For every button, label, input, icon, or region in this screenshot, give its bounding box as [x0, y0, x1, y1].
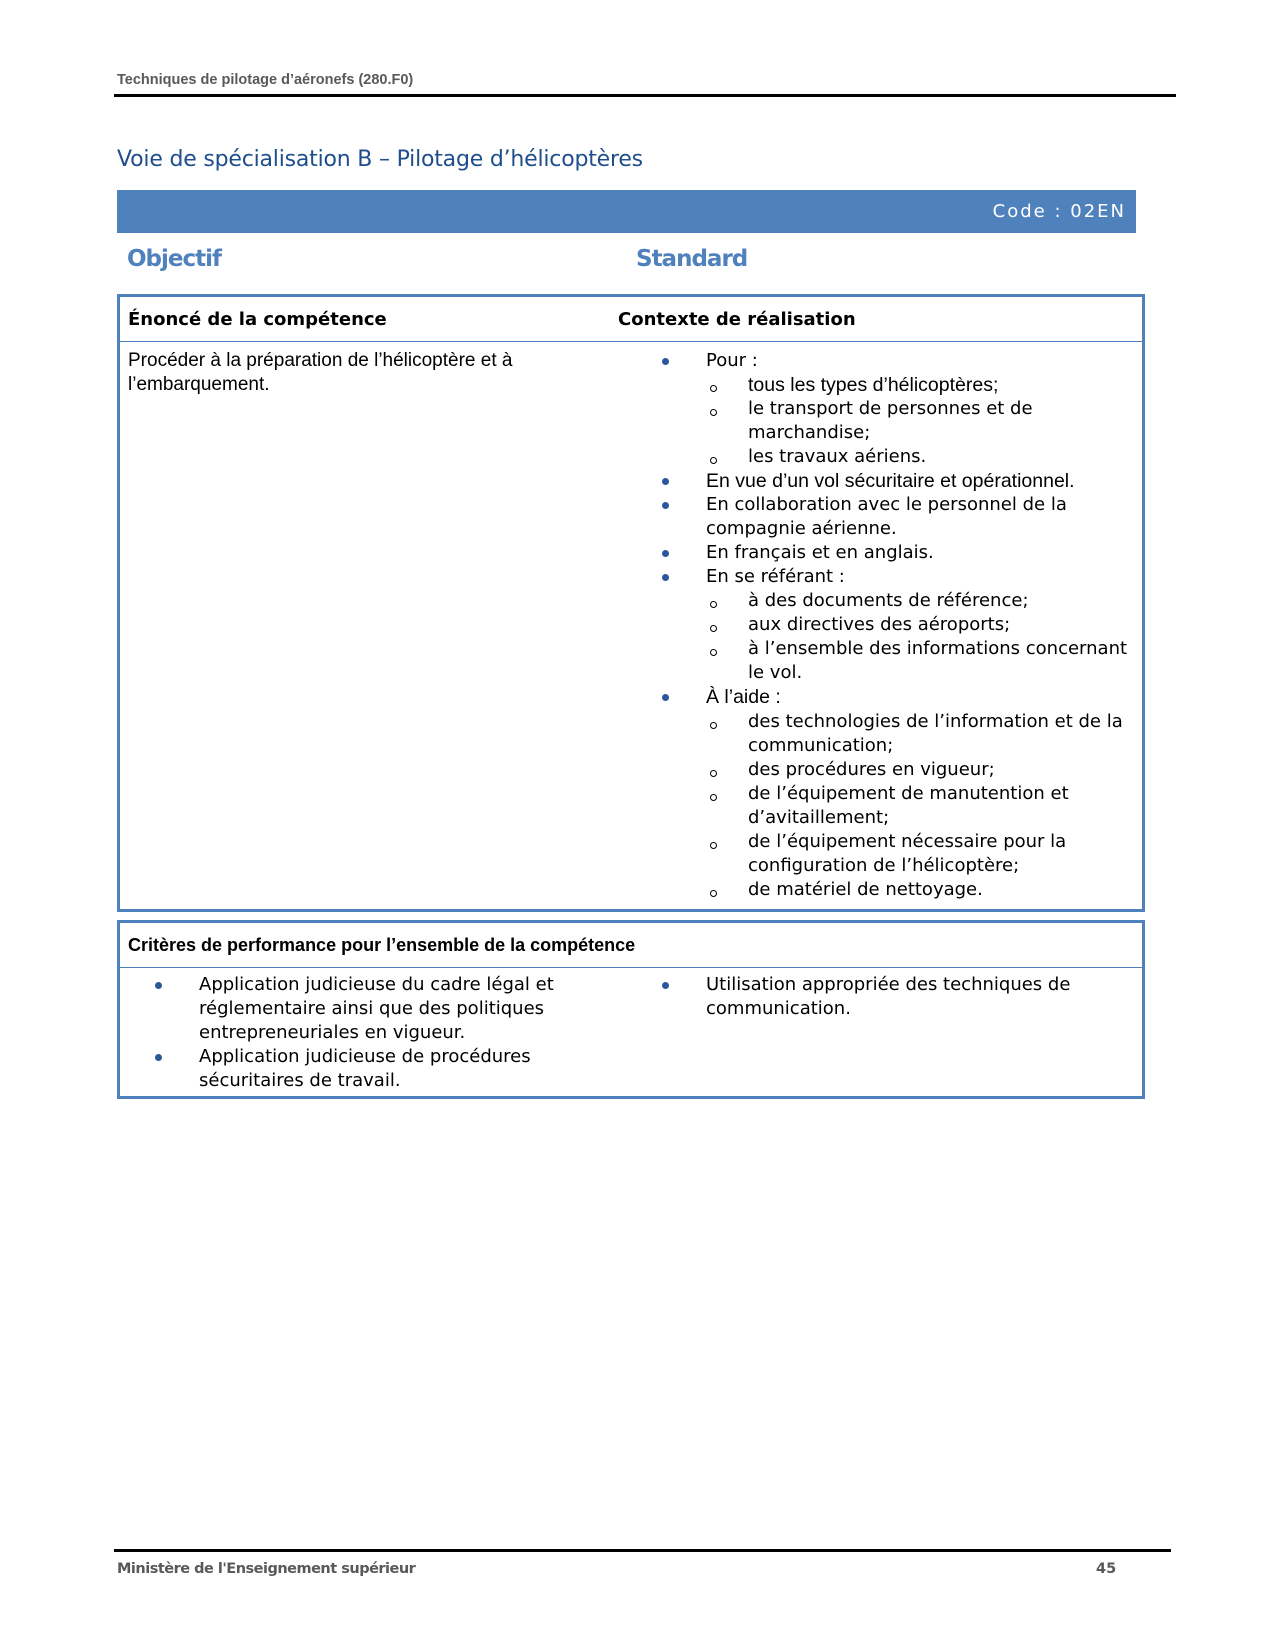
sub-list-item: les travaux aériens. — [706, 445, 1142, 469]
list-item: Utilisation appropriée des techniques de communication. — [662, 973, 1082, 1021]
list-item: Application judicieuse du cadre légal et réglementaire ainsi que des politiques entrepreneuriales en vigueur. — [155, 973, 575, 1045]
running-header: Techniques de pilotage d’aéronefs (280.F0) — [117, 72, 414, 88]
footer-ministry: Ministère de l'Enseignement supérieur — [117, 1561, 416, 1577]
section-title: Voie de spécialisation B – Pilotage d’hélicoptères — [117, 147, 643, 172]
circle-bullet-icon — [710, 409, 717, 416]
criteria-table-header — [120, 923, 1142, 968]
list-item: À l’aide : des technologies de l’information et de la communication; des procédures en vigueur; de l’équipement de manutention et d’avitaillement; de l’équipement nécessaire pour la configuration de l’hélicoptère; de matériel de nettoyage. — [662, 685, 1142, 902]
competence-table-header — [120, 297, 1142, 342]
bullet-icon — [662, 982, 669, 989]
bullet-icon — [662, 478, 669, 485]
circle-bullet-icon — [710, 794, 717, 801]
circle-bullet-icon — [710, 625, 717, 632]
sub-list-item: aux directives des aéroports; — [706, 613, 1142, 637]
sub-list — [706, 710, 1142, 902]
code-bar — [117, 190, 1136, 233]
criteria-left-list — [155, 973, 575, 1093]
circle-bullet-icon — [710, 722, 717, 729]
circle-bullet-icon — [710, 601, 717, 608]
bullet-icon — [662, 574, 669, 581]
contexte-list — [662, 349, 1142, 902]
list-item: En français et en anglais. — [662, 541, 1142, 565]
bullet-icon — [662, 694, 669, 701]
objectif-heading: Objectif — [127, 246, 222, 272]
bullet-icon — [155, 1054, 162, 1061]
enonce-text: Procéder à la préparation de l’hélicoptère et à l’embarquement. — [128, 350, 513, 395]
sub-list-item: tous les types d’hélicoptères; — [706, 373, 1142, 397]
circle-bullet-icon — [710, 649, 717, 656]
sub-list-item: des procédures en vigueur; — [706, 758, 1142, 782]
criteria-header: Critères de performance pour l’ensemble de la compétence — [128, 935, 636, 955]
list-item: Application judicieuse de procédures sécuritaires de travail. — [155, 1045, 575, 1093]
competency-code: Code : 02EN — [992, 201, 1126, 222]
sub-list-item: à des documents de référence; — [706, 589, 1142, 613]
circle-bullet-icon — [710, 770, 717, 777]
list-item: En se référant : à des documents de référence; aux directives des aéroports; à l’ensemble des informations concernant le vol. — [662, 565, 1142, 685]
footer-rule — [114, 1549, 1171, 1552]
bullet-icon — [662, 502, 669, 509]
list-item: En vue d’un vol sécuritaire et opérationnel. — [662, 469, 1142, 493]
sub-list-item: le transport de personnes et de marchandise; — [706, 397, 1142, 445]
list-item: En collaboration avec le personnel de la compagnie aérienne. — [662, 493, 1142, 541]
circle-bullet-icon — [710, 385, 717, 392]
contexte-header: Contexte de réalisation — [618, 309, 856, 330]
criteria-right-list — [662, 973, 1082, 1021]
sub-list-item: à l’ensemble des informations concernant le vol. — [706, 637, 1142, 685]
list-item: Pour : tous les types d’hélicoptères; le transport de personnes et de marchandise; les travaux aériens. — [662, 349, 1142, 469]
sub-list — [706, 589, 1142, 685]
bullet-icon — [662, 550, 669, 557]
circle-bullet-icon — [710, 842, 717, 849]
sub-list-item: de l’équipement nécessaire pour la configuration de l’hélicoptère; — [706, 830, 1142, 878]
standard-heading: Standard — [636, 246, 748, 272]
circle-bullet-icon — [710, 890, 717, 897]
sub-list-item: de l’équipement de manutention et d’avitaillement; — [706, 782, 1142, 830]
bullet-icon — [662, 358, 669, 365]
bullet-icon — [155, 982, 162, 989]
page-number: 45 — [1096, 1561, 1117, 1577]
sub-list-item: de matériel de nettoyage. — [706, 878, 1142, 902]
criteria-table — [117, 920, 1145, 1099]
circle-bullet-icon — [710, 457, 717, 464]
enonce-header: Énoncé de la compétence — [128, 309, 387, 330]
header-rule — [114, 94, 1176, 97]
sub-list-item: des technologies de l’information et de la communication; — [706, 710, 1142, 758]
competence-table — [117, 294, 1145, 912]
sub-list — [706, 373, 1142, 469]
